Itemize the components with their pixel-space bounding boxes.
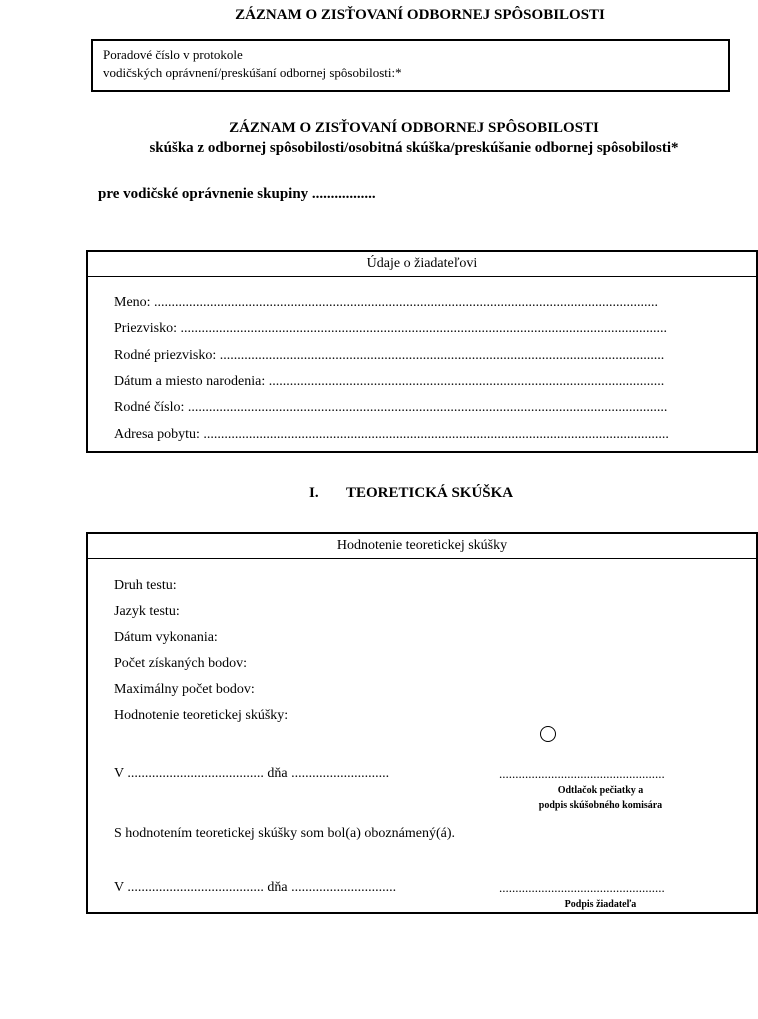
field-rodne-priezvisko: Rodné priezvisko: ............................................................................................................................... bbox=[114, 348, 665, 363]
protocol-number-label-2: vodičských oprávnení/preskúšaní odbornej spôsobilosti:* bbox=[103, 65, 402, 80]
protocol-number-box bbox=[91, 39, 730, 92]
field-hodnotenie: Hodnotenie teoretickej skúšky: bbox=[114, 708, 289, 723]
main-title: ZÁZNAM O ZISŤOVANÍ ODBORNEJ SPÔSOBILOSTI bbox=[229, 120, 599, 136]
section-title: TEORETICKÁ SKÚŠKA bbox=[346, 485, 514, 501]
field-pocet-ziskanych-bodov: Počet získaných bodov: bbox=[114, 656, 247, 671]
section-number: I. bbox=[309, 485, 319, 501]
applicant-signature-line: ................................................... bbox=[499, 880, 665, 895]
applicant-section-heading: Údaje o žiadateľovi bbox=[88, 252, 756, 277]
field-adresa-pobytu: Adresa pobytu: ..................................................................................................................................... bbox=[114, 427, 669, 442]
theory-section-heading: Hodnotenie teoretickej skúšky bbox=[88, 534, 756, 559]
place-date-line-examiner: V ....................................... dňa ............................ bbox=[114, 766, 390, 781]
field-jazyk-testu: Jazyk testu: bbox=[114, 604, 180, 619]
examiner-signature-line: ................................................... bbox=[499, 766, 665, 781]
stamp-caption-1: Odtlačok pečiatky a bbox=[557, 785, 644, 796]
field-priezvisko: Priezvisko: ........................................................................................................................................... bbox=[114, 321, 667, 336]
field-druh-testu: Druh testu: bbox=[114, 578, 177, 593]
license-group-line: pre vodičské oprávnenie skupiny ................. bbox=[98, 186, 376, 202]
applicant-section bbox=[86, 250, 758, 453]
acknowledgement-text: S hodnotením teoretickej skúšky som bol(a) oboznámený(á). bbox=[114, 826, 455, 841]
page-title: ZÁZNAM O ZISŤOVANÍ ODBORNEJ SPÔSOBILOSTI bbox=[235, 7, 605, 23]
place-date-line-applicant: V ....................................... dňa .............................. bbox=[114, 880, 397, 895]
field-datum-vykonania: Dátum vykonania: bbox=[114, 630, 218, 645]
field-rodne-cislo: Rodné číslo: ......................................................................................................................................... bbox=[114, 400, 668, 415]
protocol-number-label-1: Poradové číslo v protokole bbox=[103, 47, 243, 62]
stamp-caption-2: podpis skúšobného komisára bbox=[538, 800, 663, 811]
stamp-circle-icon bbox=[540, 726, 556, 742]
field-maximalny-pocet-bodov: Maximálny počet bodov: bbox=[114, 682, 255, 697]
applicant-signature-caption: Podpis žiadateľa bbox=[564, 899, 637, 910]
main-subtitle: skúška z odbornej spôsobilosti/osobitná skúška/preskúšanie odbornej spôsobilosti* bbox=[149, 140, 679, 156]
theory-evaluation-section bbox=[86, 532, 758, 914]
field-datum-miesto-narodenia: Dátum a miesto narodenia: ................................................................................................................. bbox=[114, 374, 665, 389]
field-meno: Meno: ................................................................................................................................................ bbox=[114, 295, 659, 310]
